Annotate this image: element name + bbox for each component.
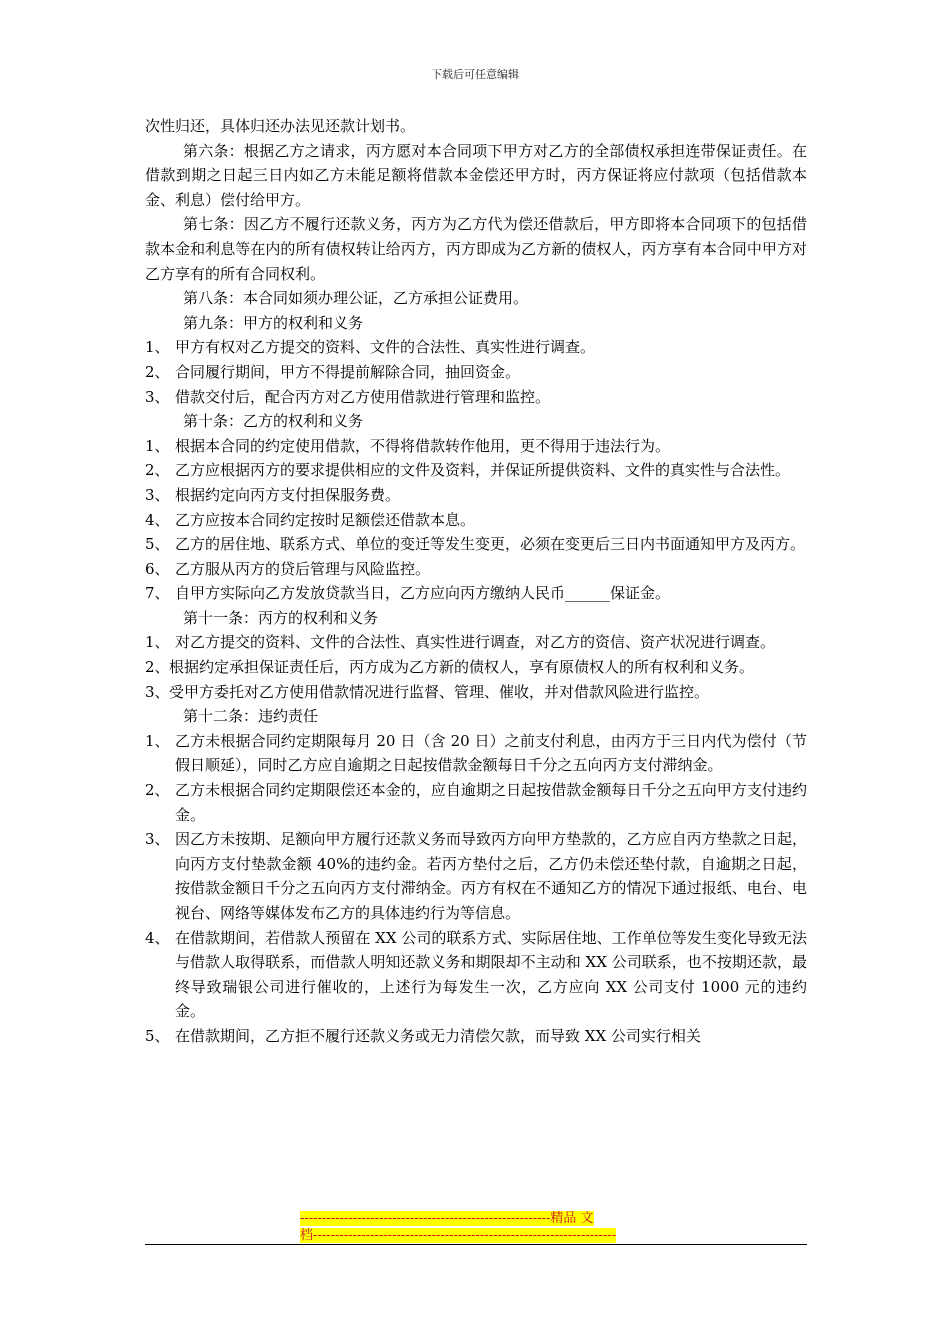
- list-item: [145, 729, 807, 778]
- article-6: 第六条：根据乙方之请求，丙方愿对本合同项下甲方对乙方的全部债权承担连带保证责任。在借款到期之日起三日内如乙方未能足额将借款本金偿还甲方时，丙方保证将应付款项（包括借款本金、利息）偿付给甲方。: [145, 141, 807, 209]
- item-number: 3、: [145, 387, 170, 406]
- article-12-heading: 第十二条：违约责任: [183, 707, 319, 726]
- watermark-line-1: ---------------------------------------------------------精品 文: [300, 1211, 594, 1226]
- item-text: 乙方服从丙方的贷后管理与风险监控。: [175, 559, 431, 578]
- list-item: [145, 335, 807, 360]
- article-11-list: [145, 630, 807, 704]
- item-number: 4、: [145, 928, 170, 947]
- item-text: 因乙方未按期、足额向甲方履行还款义务而导致丙方向甲方垫款的，乙方应自丙方垫款之日起，向丙方支付垫款金额 40%的违约金。若丙方垫付之后，乙方仍未偿还垫付款，自逾期之日起，按借款金额日千分之五向丙方支付滞纳金。丙方有权在不通知乙方的情况下通过报纸、电台、电视台、网络等媒体发布乙方的具体违约行为等信息。: [175, 830, 807, 922]
- item-number: 3、: [145, 485, 170, 504]
- list-item: [145, 458, 807, 483]
- item-number: 3、: [145, 682, 170, 701]
- article-9-heading: 第九条：甲方的权利和义务: [183, 313, 364, 332]
- item-text: 合同履行期间，甲方不得提前解除合同，抽回资金。: [175, 362, 521, 381]
- list-item: [145, 557, 807, 582]
- item-number: 3、: [145, 830, 170, 849]
- list-item: [145, 360, 807, 385]
- item-text: 乙方的居住地、联系方式、单位的变迁等发生变更，必须在变更后三日内书面通知甲方及丙方。: [175, 535, 806, 554]
- document-body: [145, 114, 807, 1049]
- item-text: 乙方未根据合同约定期限每月 20 日（含 20 日）之前支付利息，由丙方于三日内代为偿付（节假日顺延），同时乙方应自逾期之日起按借款金额每日千分之五向丙方支付滞纳金。: [175, 731, 807, 775]
- item-text: 在借款期间，若借款人预留在 XX 公司的联系方式、实际居住地、工作单位等发生变化导致无法与借款人取得联系，而借款人明知还款义务和期限却不主动和 XX 公司联系，也不按期还款，最终导致瑞银公司进行催收的，上述行为每发生一次，乙方应向 XX 公司支付 1000 元的违约金。: [175, 928, 807, 1021]
- item-text: 自甲方实际向乙方发放贷款当日，乙方应向丙方缴纳人民币______保证金。: [175, 584, 671, 603]
- list-item: [145, 508, 807, 533]
- list-item: [145, 827, 807, 925]
- list-item: [145, 532, 807, 557]
- article-11-heading: 第十一条：丙方的权利和义务: [183, 608, 379, 627]
- list-item: [145, 434, 807, 459]
- item-text: 根据本合同的约定使用借款，不得将借款转作他用，更不得用于违法行为。: [175, 436, 671, 455]
- item-number: 2、: [145, 461, 170, 480]
- item-text: 根据约定向丙方支付担保服务费。: [175, 485, 401, 504]
- list-item: [145, 630, 807, 655]
- item-number: 6、: [145, 559, 170, 578]
- item-number: 7、: [145, 584, 170, 603]
- item-number: 1、: [145, 731, 170, 750]
- page-header: 下载后可任意编辑: [431, 68, 519, 81]
- list-item: [145, 483, 807, 508]
- item-number: 1、: [145, 436, 170, 455]
- item-text: 根据约定承担保证责任后，丙方成为乙方新的债权人，享有原债权人的所有权利和义务。: [169, 658, 755, 677]
- list-item: [145, 778, 807, 827]
- article-10-list: [145, 434, 807, 606]
- article-9-list: [145, 335, 807, 409]
- item-number: 5、: [145, 535, 170, 554]
- paragraph-continuation: 次性归还，具体归还办法见还款计划书。: [145, 117, 416, 135]
- item-number: 2、: [145, 362, 170, 381]
- article-7: 第七条：因乙方不履行还款义务，丙方为乙方代为偿还借款后，甲方即将本合同项下的包括借款本金和利息等在内的所有债权转让给丙方，丙方即成为乙方新的债权人，丙方享有本合同中甲方对乙方享有的所有合同权利。: [145, 215, 807, 283]
- list-item: [145, 581, 807, 606]
- item-text: 借款交付后，配合丙方对乙方使用借款进行管理和监控。: [175, 387, 551, 406]
- article-8: 第八条：本合同如须办理公证，乙方承担公证费用。: [183, 289, 529, 308]
- list-item: [145, 655, 807, 680]
- list-item: [145, 1024, 807, 1049]
- item-text: 受甲方委托对乙方使用借款情况进行监督、管理、催收，并对借款风险进行监控。: [169, 682, 710, 701]
- list-item: [145, 680, 807, 705]
- watermark-footer: [300, 1210, 616, 1244]
- item-text: 乙方应根据丙方的要求提供相应的文件及资料，并保证所提供资料、文件的真实性与合法性。: [175, 461, 791, 480]
- item-number: 2、: [145, 781, 170, 800]
- watermark-line-2: 档---------------------------------------------------------------------: [300, 1228, 617, 1243]
- item-text: 乙方未根据合同约定期限偿还本金的，应自逾期之日起按借款金额每日千分之五向甲方支付违约金。: [175, 781, 807, 824]
- item-number: 4、: [145, 510, 170, 529]
- item-text: 乙方应按本合同约定按时足额偿还借款本息。: [175, 510, 476, 529]
- item-number: 1、: [145, 633, 170, 652]
- item-text: 在借款期间，乙方拒不履行还款义务或无力清偿欠款，而导致 XX 公司实行相关: [175, 1026, 701, 1045]
- list-item: [145, 926, 807, 1024]
- article-12-list: [145, 729, 807, 1049]
- item-number: 2、: [145, 658, 170, 677]
- item-text: 甲方有权对乙方提交的资料、文件的合法性、真实性进行调查。: [175, 338, 596, 357]
- item-number: 1、: [145, 338, 170, 357]
- item-number: 5、: [145, 1026, 170, 1045]
- item-text: 对乙方提交的资料、文件的合法性、真实性进行调查，对乙方的资信、资产状况进行调查。: [175, 633, 776, 652]
- footer-divider: [145, 1244, 807, 1245]
- list-item: [145, 385, 807, 410]
- article-10-heading: 第十条：乙方的权利和义务: [183, 412, 364, 431]
